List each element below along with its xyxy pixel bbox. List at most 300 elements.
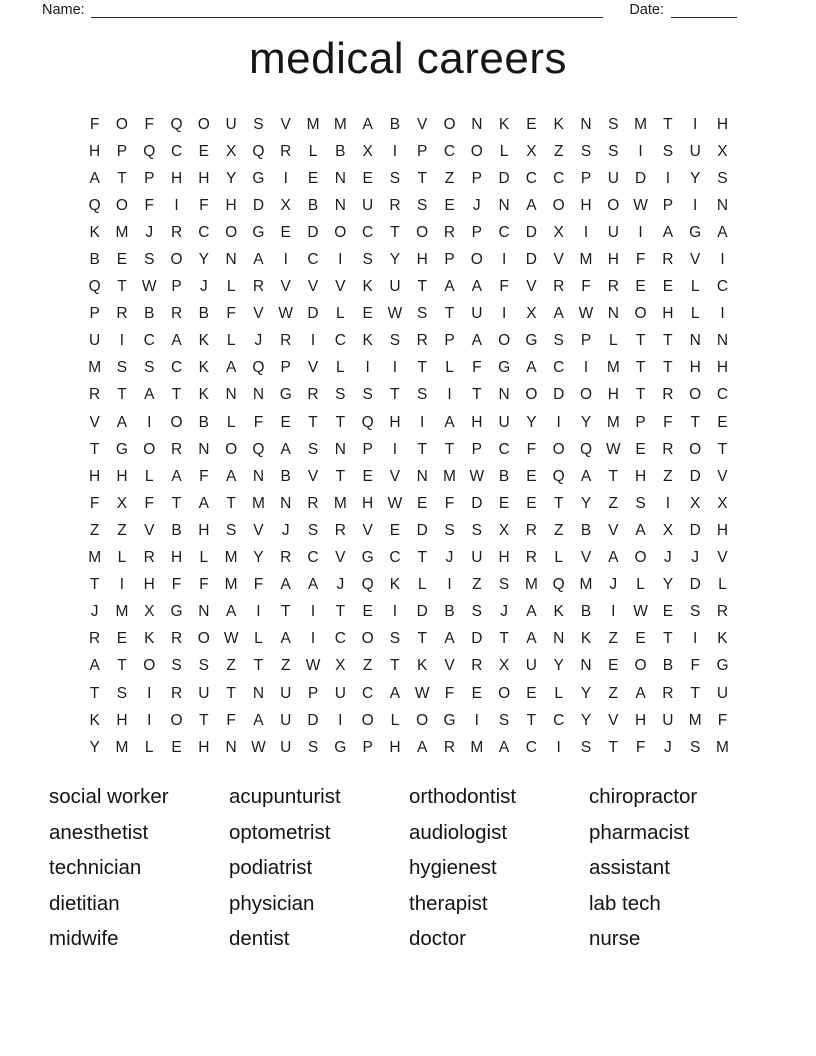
grid-cell: S <box>144 251 155 269</box>
grid-cell: H <box>170 169 183 187</box>
grid-cell: Q <box>552 467 565 485</box>
grid-cell: Z <box>608 494 619 512</box>
grid-cell: T <box>253 657 264 675</box>
grid-cell: T <box>417 359 427 377</box>
grid-cell: J <box>664 738 672 756</box>
grid-cell: Y <box>690 169 701 187</box>
grid-cell: Z <box>608 630 619 648</box>
grid-cell: N <box>471 115 483 133</box>
grid-cell: L <box>636 576 645 594</box>
grid-cell: F <box>226 711 236 729</box>
grid-cell: B <box>389 115 401 133</box>
grid-cell: S <box>307 738 319 756</box>
grid-cell: D <box>689 467 701 485</box>
grid-cell: O <box>689 440 702 458</box>
grid-cell: I <box>583 359 589 377</box>
grid-cell: Z <box>444 169 455 187</box>
grid-cell: R <box>170 630 183 648</box>
grid-cell: X <box>526 305 537 323</box>
grid-cell: P <box>444 332 455 350</box>
grid-cell: P <box>280 359 291 377</box>
grid-cell: V <box>417 115 428 133</box>
grid-cell: V <box>717 549 728 567</box>
grid-cell: V <box>89 413 100 431</box>
grid-cell: W <box>414 684 430 702</box>
worksheet-header <box>42 2 737 18</box>
grid-cell: H <box>225 196 237 214</box>
word-list-item: dietitian <box>49 891 120 915</box>
grid-cell: O <box>634 657 647 675</box>
grid-cell: E <box>307 169 319 187</box>
grid-cell: J <box>500 603 508 621</box>
grid-cell: A <box>526 603 537 621</box>
word-list-item: physician <box>229 891 315 915</box>
grid-cell: U <box>198 684 210 702</box>
grid-cell: F <box>89 494 100 512</box>
grid-cell: K <box>198 332 209 350</box>
grid-cell: T <box>444 440 455 458</box>
grid-cell: I <box>310 630 316 648</box>
grid-cell: A <box>608 549 619 567</box>
grid-cell: K <box>198 359 209 377</box>
grid-cell: E <box>662 603 674 621</box>
puzzle-title: medical careers <box>248 34 568 83</box>
grid-cell: A <box>280 440 291 458</box>
grid-cell: S <box>144 359 155 377</box>
grid-cell: N <box>580 657 592 675</box>
grid-cell: T <box>663 332 673 350</box>
grid-cell: O <box>634 305 647 323</box>
grid-cell: Q <box>579 440 593 458</box>
grid-cell: P <box>444 251 455 269</box>
grid-cell: F <box>226 305 236 323</box>
grid-cell: A <box>253 711 264 729</box>
grid-cell: L <box>226 278 236 296</box>
grid-cell: S <box>635 494 646 512</box>
grid-cell: K <box>417 657 428 675</box>
grid-cell: B <box>198 413 209 431</box>
grid-cell: A <box>225 467 237 485</box>
grid-cell: C <box>143 332 155 350</box>
grid-cell: X <box>280 196 291 214</box>
grid-cell: H <box>170 549 183 567</box>
grid-cell: M <box>333 494 347 512</box>
grid-cell: V <box>444 657 455 675</box>
grid-cell: E <box>116 251 128 269</box>
grid-cell: F <box>253 576 264 594</box>
grid-cell: X <box>662 521 674 539</box>
grid-cell: P <box>362 738 373 756</box>
grid-cell: H <box>362 494 374 512</box>
grid-cell: H <box>716 115 729 133</box>
grid-cell: H <box>416 251 428 269</box>
grid-cell: T <box>608 467 619 485</box>
grid-cell: O <box>361 711 374 729</box>
grid-cell: D <box>307 711 319 729</box>
grid-cell: Z <box>362 657 373 675</box>
word-list-item: acupunturist <box>229 785 341 808</box>
grid-cell: P <box>635 413 646 431</box>
grid-cell: F <box>663 413 673 431</box>
grid-cell: P <box>362 440 373 458</box>
date-label: Date: <box>629 2 664 18</box>
grid-cell: I <box>365 359 370 377</box>
grid-cell: H <box>389 738 401 756</box>
grid-cell: V <box>280 278 291 296</box>
grid-cell: A <box>253 251 264 269</box>
grid-cell: I <box>119 332 125 350</box>
grid-cell: L <box>690 278 700 296</box>
grid-cell: A <box>417 738 428 756</box>
grid-cell: I <box>283 251 288 269</box>
grid-cell: U <box>280 684 292 702</box>
grid-cell: U <box>498 413 510 431</box>
grid-cell: E <box>717 413 728 431</box>
grid-cell: T <box>553 494 564 512</box>
grid-cell: W <box>223 630 239 648</box>
grid-cell: Y <box>662 576 674 594</box>
grid-cell: O <box>498 332 511 350</box>
grid-cell: P <box>662 196 674 214</box>
grid-cell: T <box>199 711 209 729</box>
grid-cell: N <box>607 305 619 323</box>
grid-cell: G <box>170 603 183 621</box>
grid-cell: C <box>198 223 210 241</box>
grid-cell: A <box>471 332 482 350</box>
grid-cell: T <box>117 657 127 675</box>
grid-cell: X <box>717 494 728 512</box>
grid-cell: Q <box>88 278 101 296</box>
grid-cell: L <box>445 359 454 377</box>
grid-cell: E <box>417 494 428 512</box>
grid-cell: L <box>308 142 318 160</box>
grid-cell: N <box>498 386 510 404</box>
grid-cell: I <box>556 413 561 431</box>
grid-cell: A <box>444 413 455 431</box>
grid-cell: R <box>443 223 456 241</box>
grid-cell: Z <box>553 521 564 539</box>
grid-cell: D <box>252 196 265 214</box>
grid-cell: Q <box>361 576 374 594</box>
grid-cell: W <box>387 494 403 512</box>
grid-cell: H <box>89 467 101 485</box>
grid-cell: A <box>307 576 319 594</box>
grid-cell: R <box>662 440 674 458</box>
grid-cell: M <box>443 467 456 485</box>
grid-cell: E <box>198 142 209 160</box>
grid-cell: J <box>472 196 481 214</box>
grid-cell: T <box>717 440 728 458</box>
grid-cell: A <box>526 359 537 377</box>
grid-cell: H <box>689 359 701 377</box>
grid-cell: O <box>170 251 183 269</box>
grid-cell: L <box>554 549 563 567</box>
grid-cell: J <box>254 332 263 350</box>
grid-cell: B <box>662 657 674 675</box>
grid-cell: C <box>553 711 565 729</box>
grid-cell: B <box>144 305 155 323</box>
grid-cell: Y <box>580 711 592 729</box>
grid-cell: A <box>635 521 646 539</box>
grid-cell: O <box>416 711 429 729</box>
grid-cell: S <box>444 521 455 539</box>
grid-cell: U <box>334 684 346 702</box>
grid-cell: N <box>716 196 729 214</box>
grid-cell: E <box>498 494 510 512</box>
grid-cell: I <box>447 576 452 594</box>
grid-cell: H <box>389 413 401 431</box>
grid-cell: C <box>525 738 537 756</box>
grid-cell: N <box>689 332 701 350</box>
grid-cell: C <box>716 386 729 404</box>
grid-cell: H <box>716 521 729 539</box>
grid-cell: U <box>280 738 292 756</box>
grid-cell: A <box>89 657 100 675</box>
grid-cell: O <box>225 223 238 241</box>
grid-cell: T <box>117 386 127 404</box>
grid-cell: T <box>635 332 646 350</box>
grid-cell: Q <box>252 359 265 377</box>
grid-cell: R <box>662 251 674 269</box>
grid-cell: R <box>116 305 128 323</box>
grid-cell: R <box>416 332 428 350</box>
grid-cell: T <box>280 603 291 621</box>
grid-cell: T <box>663 359 673 377</box>
grid-cell: C <box>362 684 374 702</box>
grid-cell: R <box>307 386 319 404</box>
grid-cell: D <box>471 630 483 648</box>
grid-cell: X <box>526 142 537 160</box>
grid-cell: O <box>225 440 238 458</box>
grid-cell: I <box>338 711 343 729</box>
grid-cell: F <box>199 196 209 214</box>
grid-cell: R <box>662 684 674 702</box>
grid-cell: M <box>115 603 129 621</box>
grid-cell: M <box>115 223 129 241</box>
grid-cell: N <box>252 386 265 404</box>
grid-cell: E <box>526 115 537 133</box>
grid-cell: N <box>334 169 346 187</box>
grid-cell: X <box>144 603 155 621</box>
grid-cell: F <box>444 684 455 702</box>
grid-cell: I <box>638 142 643 160</box>
grid-cell: A <box>171 467 182 485</box>
grid-cell: C <box>498 223 510 241</box>
grid-cell: M <box>115 738 129 756</box>
grid-cell: P <box>89 305 100 323</box>
grid-cell: L <box>144 738 154 756</box>
word-list-item: therapist <box>409 891 488 915</box>
grid-cell: A <box>171 332 182 350</box>
grid-cell: C <box>334 332 346 350</box>
grid-cell: H <box>198 521 210 539</box>
grid-cell: Y <box>580 494 592 512</box>
word-list-item: midwife <box>49 927 119 951</box>
grid-cell: L <box>117 549 127 567</box>
grid-cell: G <box>443 711 456 729</box>
grid-cell: U <box>389 278 401 296</box>
grid-cell: P <box>580 332 592 350</box>
grid-cell: N <box>225 386 237 404</box>
grid-cell: Z <box>553 142 564 160</box>
grid-cell: A <box>526 630 537 648</box>
grid-cell: I <box>720 305 725 323</box>
grid-cell: Z <box>608 684 619 702</box>
grid-cell: Q <box>252 440 265 458</box>
grid-cell: I <box>501 251 507 269</box>
grid-cell: S <box>690 603 701 621</box>
grid-cell: V <box>580 549 592 567</box>
grid-cell: T <box>499 630 509 648</box>
grid-cell: O <box>634 549 647 567</box>
word-list-item: optometrist <box>229 820 331 844</box>
grid-cell: F <box>199 576 209 594</box>
grid-cell: X <box>717 142 728 160</box>
grid-cell: A <box>89 169 100 187</box>
grid-cell: R <box>607 278 619 296</box>
grid-cell: R <box>389 196 401 214</box>
grid-cell: K <box>198 386 209 404</box>
grid-cell: M <box>524 576 538 594</box>
grid-cell: L <box>554 684 563 702</box>
grid-cell: S <box>471 521 482 539</box>
grid-cell: T <box>417 169 427 187</box>
grid-cell: K <box>89 223 100 241</box>
grid-cell: I <box>392 440 398 458</box>
word-list-item: nurse <box>589 927 641 951</box>
grid-cell: U <box>716 684 729 702</box>
grid-cell: W <box>305 657 321 675</box>
grid-cell: S <box>417 305 428 323</box>
grid-cell: K <box>362 278 373 296</box>
word-list-column <box>49 779 229 957</box>
grid-cell: B <box>307 196 319 214</box>
grid-cell: L <box>226 332 236 350</box>
grid-cell: P <box>471 223 482 241</box>
grid-cell: V <box>362 521 373 539</box>
grid-cell: J <box>90 603 99 621</box>
grid-cell: E <box>635 630 646 648</box>
grid-cell: J <box>664 549 672 567</box>
grid-cell: W <box>578 305 594 323</box>
grid-cell: O <box>170 413 183 431</box>
grid-cell: U <box>525 657 537 675</box>
grid-cell: C <box>307 251 319 269</box>
grid-cell: V <box>280 115 291 133</box>
grid-cell: S <box>389 332 401 350</box>
grid-cell: T <box>663 630 673 648</box>
grid-cell: S <box>580 738 592 756</box>
grid-cell: T <box>472 386 482 404</box>
grid-cell: M <box>224 549 238 567</box>
grid-cell: T <box>117 169 127 187</box>
grid-cell: T <box>417 630 427 648</box>
grid-cell: F <box>581 278 591 296</box>
grid-cell: S <box>471 603 482 621</box>
grid-cell: L <box>690 305 700 323</box>
grid-cell: Q <box>143 142 156 160</box>
grid-cell: D <box>525 251 537 269</box>
grid-cell: R <box>170 223 183 241</box>
grid-cell: U <box>662 711 674 729</box>
grid-cell: S <box>362 251 373 269</box>
grid-cell: C <box>389 549 401 567</box>
grid-cell: N <box>553 630 565 648</box>
grid-cell: I <box>556 738 561 756</box>
grid-cell: U <box>471 549 483 567</box>
grid-cell: Y <box>225 169 237 187</box>
grid-cell: W <box>469 467 485 485</box>
grid-cell: Z <box>663 467 673 485</box>
grid-cell: Q <box>88 196 101 214</box>
word-search-grid <box>81 111 736 761</box>
grid-cell: B <box>89 251 100 269</box>
grid-cell: F <box>499 278 509 296</box>
grid-cell: F <box>253 413 264 431</box>
grid-cell: V <box>307 278 319 296</box>
grid-cell: E <box>526 684 537 702</box>
grid-cell: C <box>170 359 183 377</box>
grid-cell: S <box>362 386 373 404</box>
grid-cell: L <box>608 332 618 350</box>
grid-cell: N <box>334 440 346 458</box>
grid-cell: I <box>638 223 643 241</box>
grid-cell: I <box>119 576 125 594</box>
grid-cell: U <box>607 223 619 241</box>
grid-cell: C <box>334 630 346 648</box>
grid-cell: K <box>144 630 155 648</box>
grid-cell: K <box>717 630 728 648</box>
grid-cell: J <box>199 278 208 296</box>
grid-cell: I <box>693 115 698 133</box>
grid-cell: E <box>526 467 537 485</box>
grid-cell: A <box>225 603 237 621</box>
grid-cell: W <box>387 305 403 323</box>
grid-cell: Z <box>117 521 127 539</box>
grid-cell: N <box>580 115 592 133</box>
grid-cell: B <box>498 467 510 485</box>
grid-cell: H <box>634 711 647 729</box>
grid-cell: R <box>662 386 674 404</box>
grid-cell: M <box>634 115 648 133</box>
grid-cell: N <box>198 603 210 621</box>
grid-cell: V <box>144 521 155 539</box>
word-list-item: pharmacist <box>589 820 690 844</box>
grid-cell: P <box>307 684 319 702</box>
grid-cell: A <box>362 115 373 133</box>
grid-cell: G <box>334 738 347 756</box>
grid-cell: L <box>226 413 236 431</box>
grid-cell: H <box>580 196 592 214</box>
grid-cell: E <box>389 521 401 539</box>
grid-cell: M <box>606 359 620 377</box>
grid-cell: O <box>470 142 483 160</box>
grid-cell: Y <box>198 251 209 269</box>
grid-cell: T <box>89 684 100 702</box>
grid-cell: H <box>116 467 128 485</box>
grid-cell: L <box>199 549 209 567</box>
grid-cell: U <box>607 169 619 187</box>
grid-cell: O <box>416 223 429 241</box>
grid-cell: P <box>417 142 428 160</box>
grid-cell: X <box>498 657 510 675</box>
grid-cell: T <box>417 440 427 458</box>
grid-cell: I <box>147 711 152 729</box>
grid-cell: V <box>307 467 319 485</box>
grid-cell: R <box>525 521 537 539</box>
grid-cell: Q <box>552 576 565 594</box>
word-list-item: orthodontist <box>409 785 517 808</box>
